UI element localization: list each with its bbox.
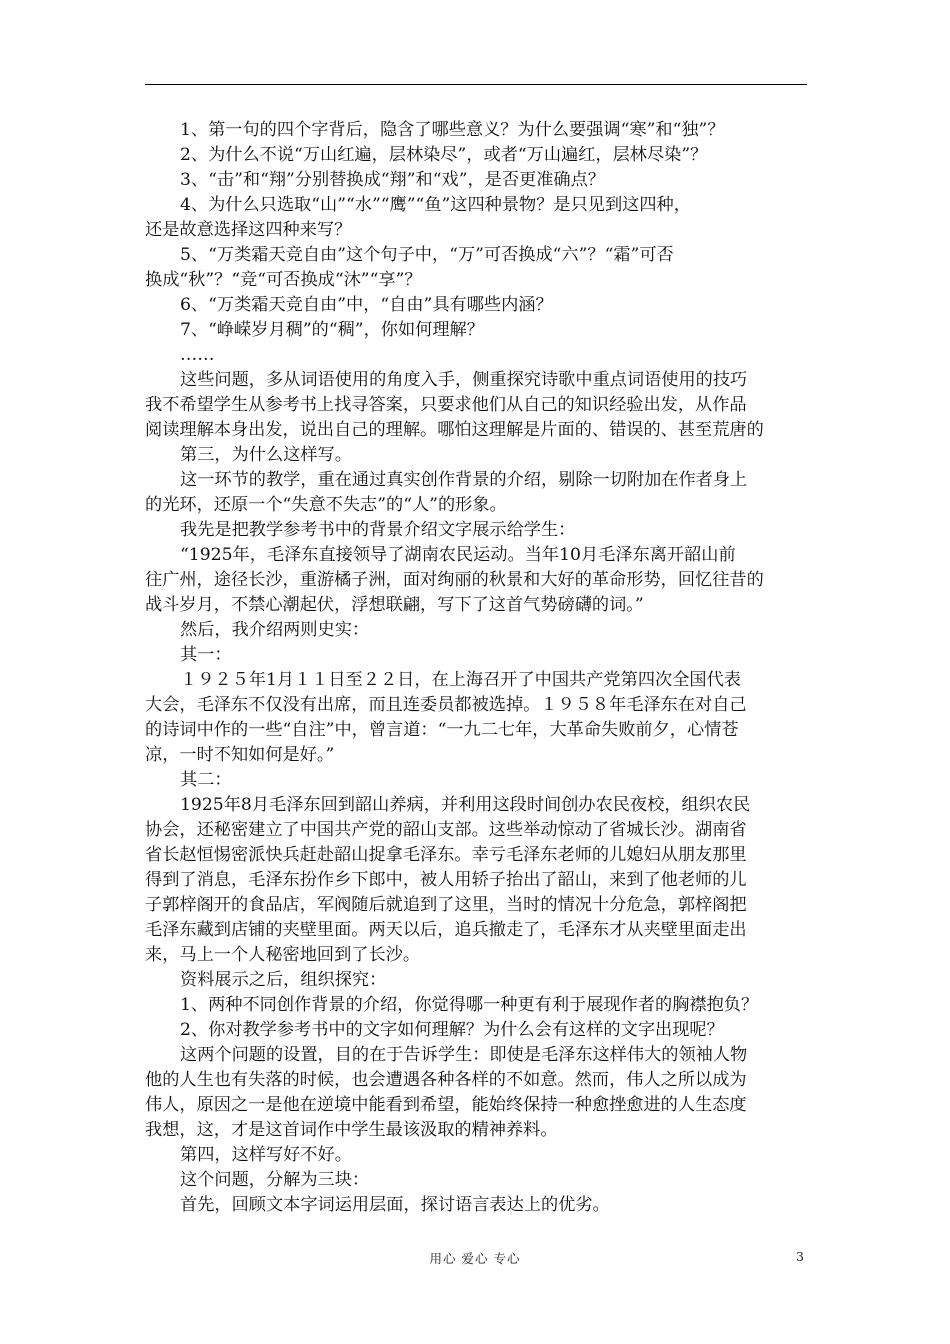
text-line: 还是故意选择这四种来写？ <box>145 220 352 240</box>
text-line: 大会，毛泽东不仅没有出席，而且连委员都被选掉。１９５８年毛泽东在对自己 <box>145 695 747 715</box>
text-line: 他的人生也有失落的时候，也会遭遇各种各样的不如意。然而，伟人之所以成为 <box>145 1070 747 1090</box>
text-line: 往广州，途径长沙，重游橘子洲，面对绚丽的秋景和大好的革命形势，回忆往昔的 <box>145 570 764 590</box>
text-line: 阅读理解本身出发，说出自己的理解。哪怕这理解是片面的、错误的、甚至荒唐的 <box>145 420 764 440</box>
text-line: 然后，我介绍两则史实： <box>180 620 370 640</box>
text-line: 首先，回顾文本字词运用层面，探讨语言表达上的优劣。 <box>180 1195 610 1215</box>
text-line: 来，马上一个人秘密地回到了长沙。 <box>145 945 421 965</box>
text-line: 3、“击”和“翔”分别替换成“翔”和“戏”，是否更准确点？ <box>180 170 605 190</box>
text-line: 5、“万类霜天竞自由”这个句子中，“万”可否换成“六”？“霜”可否 <box>180 245 674 265</box>
text-line: 的光环，还原一个“失意不失志”的“人”的形象。 <box>145 495 507 515</box>
footer-motto: 用心 爱心 专心 <box>429 1251 521 1266</box>
text-line: 子郭梓阁开的食品店，军阀随后就追到了这里，当时的情况十分危急，郭梓阁把 <box>145 895 747 915</box>
text-line: 7、“峥嵘岁月稠”的“稠”，你如何理解？ <box>180 320 484 340</box>
text-line: 1、两种不同创作背景的介绍，你觉得哪一种更有利于展现作者的胸襟抱负？ <box>180 995 759 1015</box>
page-number: 3 <box>796 1249 804 1264</box>
text-line: 第四，这样写好不好。 <box>180 1145 352 1165</box>
text-line: １９２５年1月１１日至２２日，在上海召开了中国共产党第四次全国代表 <box>180 670 741 690</box>
text-line: 战斗岁月，不禁心潮起伏，浮想联翩，写下了这首气势磅礴的词。” <box>145 595 644 615</box>
text-line: 6、“万类霜天竞自由”中，“自由”具有哪些内涵？ <box>180 295 553 315</box>
text-line: 2、为什么不说“万山红遍，层林染尽”，或者“万山遍红，层林尽染”？ <box>180 145 708 165</box>
text-line: 的诗词中作的一些“自注”中，曾言道：“一九二七年，大革命失败前夕，心情苍 <box>145 720 739 740</box>
text-line: 这一环节的教学，重在通过真实创作背景的介绍，剔除一切附加在作者身上 <box>180 470 748 490</box>
text-line: 1、第一句的四个字背后，隐含了哪些意义？为什么要强调“寒”和“独”？ <box>180 120 725 140</box>
text-line: 资料展示之后，组织探究： <box>180 970 387 990</box>
text-line: 2、你对教学参考书中的文字如何理解？为什么会有这样的文字出现呢？ <box>180 1020 724 1040</box>
text-line: 得到了消息，毛泽东扮作乡下郎中，被人用轿子抬出了韶山，来到了他老师的儿 <box>145 870 747 890</box>
text-line: 其二： <box>180 770 232 790</box>
text-line: 1925年8月毛泽东回到韶山养病，并利用这段时间创办农民夜校，组织农民 <box>180 795 751 815</box>
text-line: 协会，还秘密建立了中国共产党的韶山支部。这些举动惊动了省城长沙。湖南省 <box>145 820 747 840</box>
text-line: 这些问题，多从词语使用的角度入手，侧重探究诗歌中重点词语使用的技巧 <box>180 370 748 390</box>
text-line: 这个问题，分解为三块： <box>180 1170 370 1190</box>
text-line: 毛泽东藏到店铺的夹壁里面。两天以后，追兵撤走了，毛泽东才从夹壁里面走出 <box>145 920 747 940</box>
text-line: 第三，为什么这样写。 <box>180 445 352 465</box>
text-line: 这两个问题的设置，目的在于告诉学生：即使是毛泽东这样伟大的领袖人物 <box>180 1045 748 1065</box>
text-line: 其一： <box>180 645 232 665</box>
text-line: 我想，这，才是这首词作中学生最该汲取的精神养料。 <box>145 1120 558 1140</box>
text-line: …… <box>180 345 215 365</box>
text-line: 换成“秋”？“竞“可否换成“沐”“享”？ <box>145 270 422 290</box>
text-line: 我先是把教学参考书中的背景介绍文字展示给学生： <box>180 520 576 540</box>
document-body <box>145 118 825 1218</box>
text-line: 省长赵恒惕密派快兵赶赴韶山捉拿毛泽东。幸亏毛泽东老师的儿媳妇从朋友那里 <box>145 845 747 865</box>
text-line: 我不希望学生从参考书上找寻答案，只要求他们从自己的知识经验出发，从作品 <box>145 395 747 415</box>
text-line: 4、为什么只选取“山”“水”“鹰”“鱼”这四种景物？是只见到这四种， <box>180 195 691 215</box>
text-line: “1925年，毛泽东直接领导了湖南农民运动。当年10月毛泽东离开韶山前 <box>180 545 736 565</box>
header-rule <box>145 84 807 85</box>
text-line: 凉，一时不知如何是好。” <box>145 745 335 765</box>
text-line: 伟人，原因之一是他在逆境中能看到希望，能始终保持一种愈挫愈进的人生态度 <box>145 1095 747 1115</box>
